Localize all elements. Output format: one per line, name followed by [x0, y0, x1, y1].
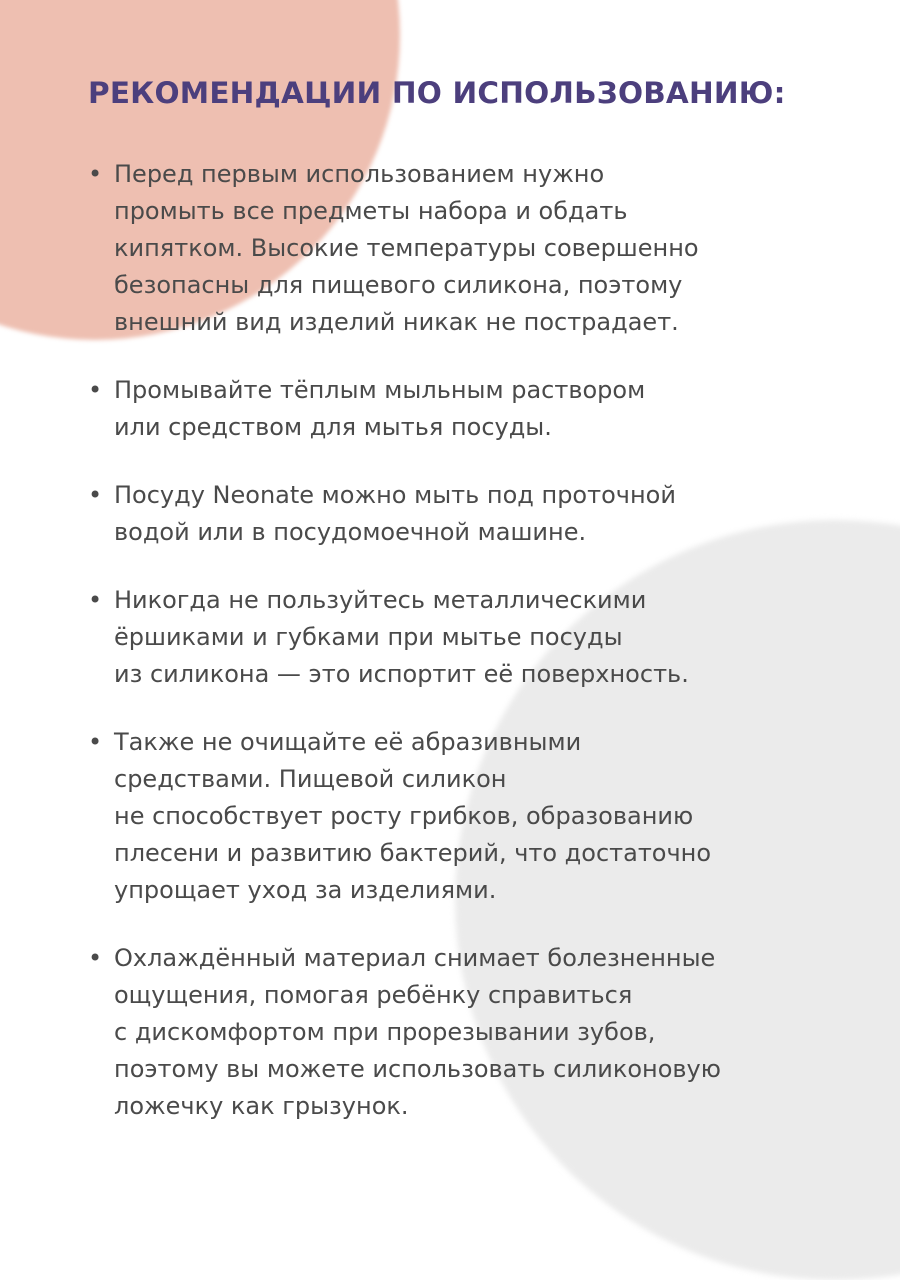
list-item-line: Промывайте тёплым мыльным раствором: [114, 376, 646, 404]
list-item-line: упрощает уход за изделиями.: [114, 876, 497, 904]
list-item: [88, 372, 848, 446]
list-item-line: средствами. Пищевой силикон: [114, 765, 507, 793]
list-item-line: ложечку как грызунок.: [114, 1092, 409, 1120]
bullet-icon: •: [88, 944, 103, 972]
list-item-line: кипятком. Высокие температуры совершенно: [114, 234, 699, 262]
list-item-line: ощущения, помогая ребёнку справиться: [114, 981, 633, 1009]
list-item-line: ёршиками и губками при мытье посуды: [114, 623, 623, 651]
list-item-line: из силикона — это испортит её поверхность.: [114, 660, 689, 688]
list-item-line: Посуду Neonate можно мыть под проточной: [114, 481, 676, 509]
list-item-line: водой или в посудомоечной машине.: [114, 518, 587, 546]
bullet-icon: •: [88, 376, 103, 404]
list-item-line: промыть все предметы набора и обдать: [114, 197, 628, 225]
list-item-line: с дискомфортом при прорезывании зубов,: [114, 1018, 656, 1046]
list-item: [88, 724, 848, 909]
bullet-icon: •: [88, 728, 103, 756]
list-item-line: Никогда не пользуйтесь металлическими: [114, 586, 647, 614]
list-item-line: или средством для мытья посуды.: [114, 413, 552, 441]
list-item-line: Также не очищайте её абразивными: [114, 728, 582, 756]
bullet-icon: •: [88, 586, 103, 614]
list-item-line: плесени и развитию бактерий, что достаточно: [114, 839, 712, 867]
page-title: РЕКОМЕНДАЦИИ ПО ИСПОЛЬЗОВАНИЮ:: [88, 76, 786, 110]
list-item-line: поэтому вы можете использовать силиконовую: [114, 1055, 721, 1083]
recommendations-list: [88, 156, 848, 1125]
list-item-line: безопасны для пищевого силикона, поэтому: [114, 271, 683, 299]
list-item: [88, 156, 848, 341]
list-item: [88, 582, 848, 693]
list-item: [88, 477, 848, 551]
bullet-icon: •: [88, 481, 103, 509]
list-item: [88, 940, 848, 1125]
bullet-icon: •: [88, 160, 103, 188]
list-item-line: внешний вид изделий никак не пострадает.: [114, 308, 679, 336]
list-item-line: Перед первым использованием нужно: [114, 160, 605, 188]
list-item-line: не способствует росту грибков, образованию: [114, 802, 694, 830]
list-item-line: Охлаждённый материал снимает болезненные: [114, 944, 716, 972]
recommendations-section: [88, 70, 848, 1156]
